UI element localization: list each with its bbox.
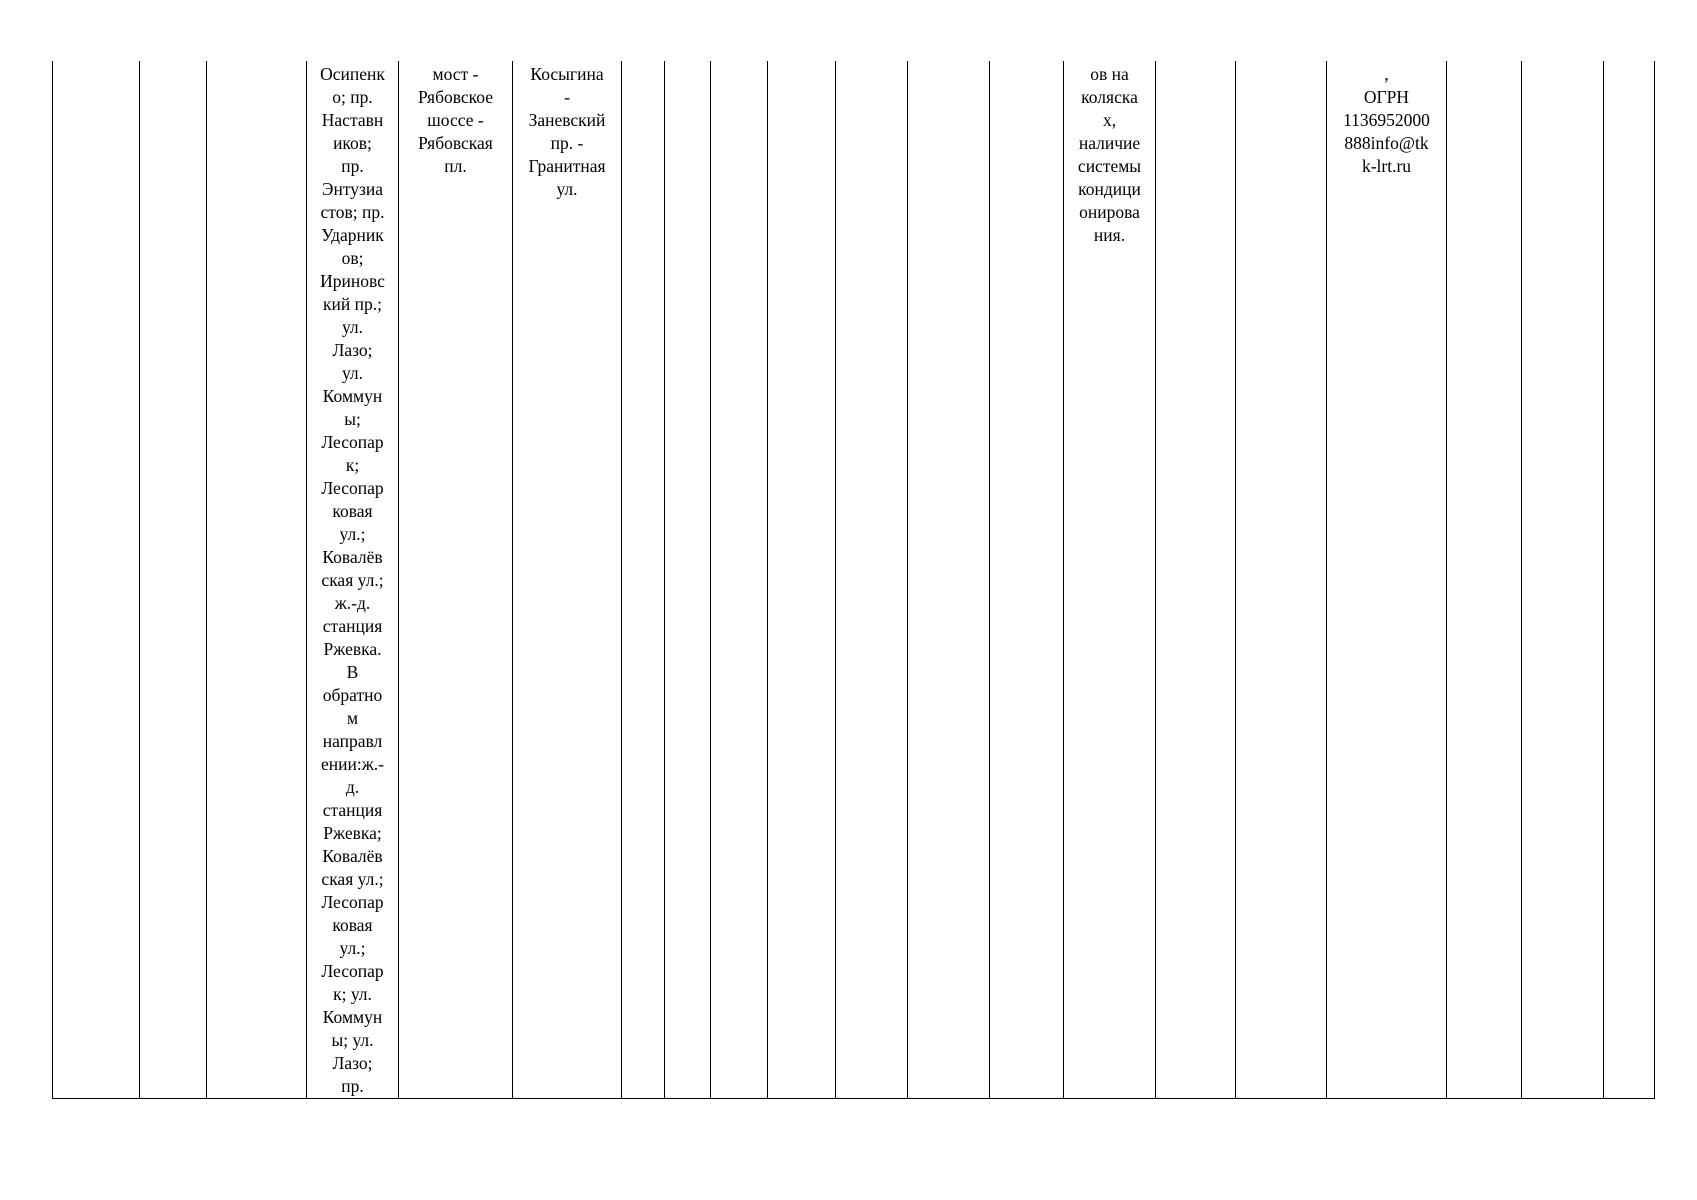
cell-text bbox=[513, 61, 621, 201]
cell-line: коляска bbox=[1081, 87, 1138, 107]
cell-line: , bbox=[1384, 64, 1389, 84]
cell-line: ОГРН bbox=[1363, 87, 1410, 107]
cell-line: станция bbox=[322, 616, 383, 636]
cell-line: ул.; bbox=[339, 938, 366, 958]
cell-line: к; ул. bbox=[333, 984, 372, 1004]
cell-line: стов; пр. bbox=[320, 202, 385, 222]
cell-line: о; пр. bbox=[332, 87, 373, 107]
table-cell-18 bbox=[1447, 61, 1522, 1099]
table-cell-7 bbox=[622, 61, 665, 1099]
cell-line: ул. bbox=[556, 179, 578, 199]
cell-line: Осипенк bbox=[320, 64, 385, 84]
cell-line: шоссе - bbox=[427, 110, 484, 130]
cell-line: системы bbox=[1077, 156, 1142, 176]
cell-line: Коммун bbox=[322, 1007, 383, 1027]
cell-line: д. bbox=[345, 777, 360, 797]
cell-line: ов на bbox=[1090, 64, 1129, 84]
cell-line: Ржевка. bbox=[323, 639, 382, 659]
table-cell-carrier-info bbox=[1327, 61, 1447, 1099]
cell-line: k-lrt.ru bbox=[1361, 156, 1412, 176]
cell-line: 1136952000 bbox=[1343, 110, 1430, 130]
cell-line: ж.-д. bbox=[334, 593, 371, 613]
table-cell-route-end bbox=[513, 61, 622, 1099]
cell-line: Ковалёв bbox=[322, 846, 383, 866]
cell-line: Лазо; bbox=[332, 1053, 373, 1073]
cell-line: х, bbox=[1102, 110, 1117, 130]
cell-line: 888info@tk bbox=[1344, 133, 1429, 153]
table-cell-8 bbox=[665, 61, 711, 1099]
cell-line: Коммун bbox=[322, 386, 383, 406]
cell-line: Ударник bbox=[321, 225, 384, 245]
table-cell-16 bbox=[1236, 61, 1327, 1099]
table-row bbox=[53, 61, 1655, 1099]
cell-line: Косыгина bbox=[530, 64, 604, 84]
table-cell-10 bbox=[768, 61, 836, 1099]
cell-line: ул. bbox=[341, 363, 364, 383]
cell-line: В bbox=[346, 662, 359, 682]
cell-line: - bbox=[564, 87, 570, 107]
cell-line: Рябовская bbox=[418, 133, 493, 153]
cell-line: ы; ул. bbox=[331, 1030, 374, 1050]
cell-line: ы; bbox=[344, 409, 361, 429]
cell-line: Ковалёв bbox=[322, 547, 383, 567]
cell-line: кий пр.; bbox=[323, 294, 382, 314]
cell-line: онирова bbox=[1079, 202, 1140, 222]
cell-line: ковая bbox=[332, 501, 373, 521]
cell-text bbox=[399, 61, 512, 178]
routes-table bbox=[52, 61, 1655, 1099]
cell-line: Лесопар bbox=[321, 478, 384, 498]
cell-line: м bbox=[346, 708, 359, 728]
cell-text bbox=[307, 61, 398, 1098]
cell-line: Ржевка; bbox=[323, 823, 382, 843]
cell-line: Наставн bbox=[321, 110, 384, 130]
cell-line: ковая bbox=[332, 915, 373, 935]
table-cell-11 bbox=[836, 61, 908, 1099]
cell-line: ов; bbox=[341, 248, 364, 268]
cell-line: Гранитная bbox=[528, 156, 606, 176]
cell-line: Лесопар bbox=[321, 432, 384, 452]
table-cell-vehicle-features bbox=[1064, 61, 1156, 1099]
cell-line: иков; bbox=[333, 133, 372, 153]
table-cell-3 bbox=[207, 61, 307, 1099]
cell-line: кондици bbox=[1078, 179, 1141, 199]
table-cell-9 bbox=[711, 61, 768, 1099]
cell-line: ул.; bbox=[339, 524, 366, 544]
cell-line: Энтузиа bbox=[321, 179, 384, 199]
cell-line: наличие bbox=[1078, 133, 1141, 153]
table-cell-20 bbox=[1604, 61, 1655, 1099]
cell-line: пр. bbox=[341, 156, 364, 176]
table-cell-13 bbox=[990, 61, 1064, 1099]
cell-line: мост - bbox=[432, 64, 479, 84]
table-cell-1 bbox=[53, 61, 140, 1099]
cell-line: направл bbox=[322, 731, 383, 751]
cell-line: Лазо; bbox=[332, 340, 373, 360]
table-cell-route-streets bbox=[307, 61, 399, 1099]
cell-line: ская ул.; bbox=[321, 570, 384, 590]
cell-line: Лесопар bbox=[321, 892, 384, 912]
cell-line: Рябовское bbox=[417, 87, 494, 107]
table-cell-15 bbox=[1156, 61, 1236, 1099]
cell-text bbox=[1327, 61, 1446, 178]
cell-line: ская ул.; bbox=[321, 869, 384, 889]
table-cell-12 bbox=[908, 61, 990, 1099]
cell-line: пл. bbox=[444, 156, 467, 176]
cell-line: обратно bbox=[322, 685, 383, 705]
cell-line: Заневский bbox=[528, 110, 606, 130]
cell-line: ул. bbox=[341, 317, 364, 337]
cell-line: станция bbox=[322, 800, 383, 820]
cell-line: Ириновс bbox=[320, 271, 385, 291]
cell-line: к; bbox=[345, 455, 360, 475]
cell-line: пр. - bbox=[550, 133, 584, 153]
table-cell-route-start bbox=[399, 61, 513, 1099]
cell-line: Лесопар bbox=[321, 961, 384, 981]
cell-line: ния. bbox=[1093, 225, 1126, 245]
table-cell-19 bbox=[1522, 61, 1604, 1099]
cell-text bbox=[1064, 61, 1155, 247]
table-cell-2 bbox=[140, 61, 207, 1099]
cell-line: ении:ж.- bbox=[320, 754, 385, 774]
cell-line: пр. bbox=[341, 1076, 364, 1096]
